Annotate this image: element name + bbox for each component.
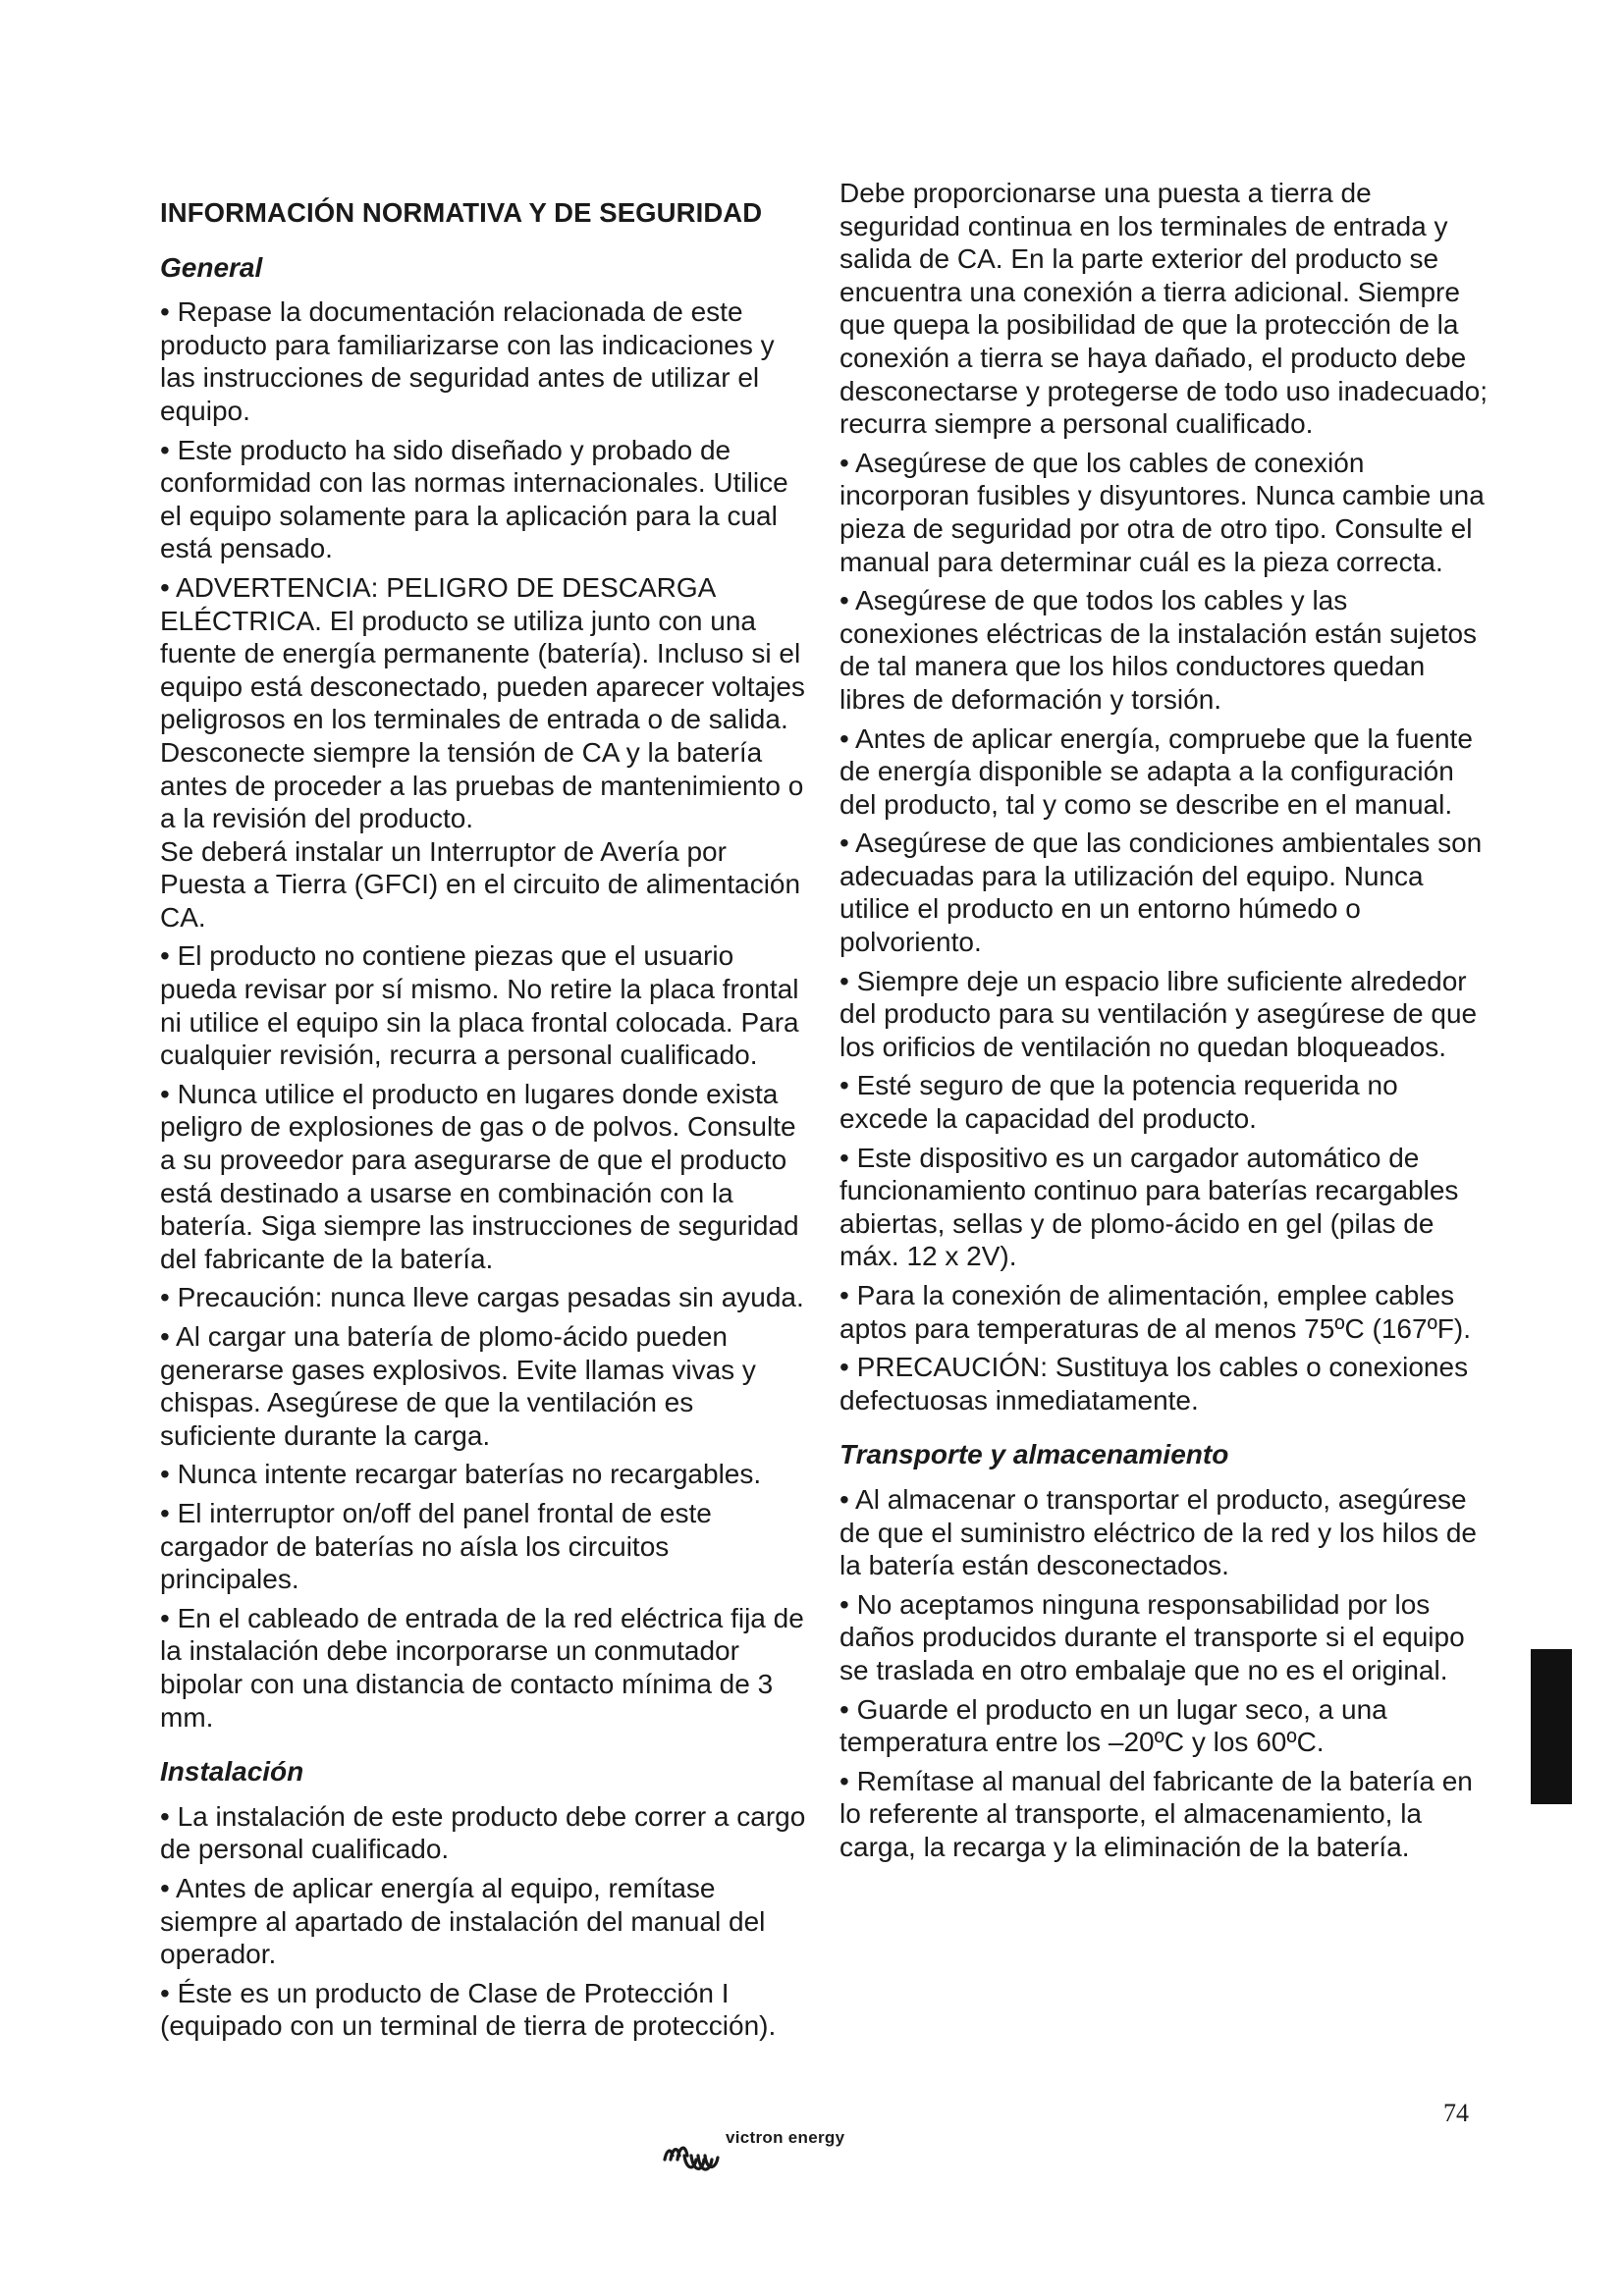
page-number: 74 xyxy=(1443,2099,1469,2127)
paragraph: • Siempre deje un espacio libre suficiente alrededor del producto para su ventilación y asegúrese de que los orificios de ventilación no quedan bloqueados. xyxy=(839,965,1478,1062)
general-list xyxy=(160,295,808,1734)
paragraph: • Al almacenar o transportar el producto, asegúrese de que el suministro eléctrico de la red y los hilos de la batería están desconectados. xyxy=(839,1483,1478,1581)
paragraph: Debe proporcionarse una puesta a tierra de seguridad continua en los terminales de entrada y salida de CA. En la parte exterior del producto se encuentra una conexión a tierra adicional. Siempre que quepa la posibilidad de que la protección de la conexión a tierra se haya dañado, el producto debe desconectarse y protegerse de todo uso inadecuado; recurra siempre a personal cualificado. xyxy=(839,178,1489,440)
paragraph: Se deberá instalar un Interruptor de Avería por Puesta a Tierra (GFCI) en el circuito de alimentación CA. xyxy=(160,835,801,933)
paragraph: • Antes de aplicar energía, compruebe que la fuente de energía disponible se adapta a la configuración del producto, tal y como se describe en el manual. xyxy=(839,722,1473,820)
paragraph: • Asegúrese de que las condiciones ambientales son adecuadas para la utilización del equipo. Nunca utilice el producto en un entorno húmedo o polvoriento. xyxy=(839,828,1483,958)
paragraph: • PRECAUCIÓN: Sustituya los cables o conexiones defectuosas inmediatamente. xyxy=(839,1352,1469,1415)
victron-logo-icon xyxy=(661,2130,722,2175)
paragraph: • Remítase al manual del fabricante de la batería en lo referente al transporte, el almacenamiento, la carga, la recarga y la eliminación de la batería. xyxy=(839,1765,1473,1862)
section-title: INFORMACIÓN NORMATIVA Y DE SEGURIDAD xyxy=(160,197,763,228)
paragraph: • Éste es un producto de Clase de Protección I (equipado con un terminal de tierra de protección). xyxy=(160,1977,777,2042)
paragraph: • Para la conexión de alimentación, emplee cables aptos para temperaturas de al menos 75ºC (167ºF). xyxy=(839,1280,1472,1344)
brand-logo xyxy=(661,2128,844,2175)
paragraph: • Guarde el producto en un lugar seco, a una temperatura entre los –20ºC y los 60ºC. xyxy=(839,1693,1387,1758)
instalacion-list xyxy=(160,1800,808,2043)
paragraph: • Este dispositivo es un cargador automático de funcionamiento continuo para baterías recargables abiertas, sellas y de plomo-ácido en gel (pilas de máx. 12 x 2V). xyxy=(839,1142,1459,1272)
paragraph: • Al cargar una batería de plomo-ácido pueden generarse gases explosivos. Evite llamas vivas y chispas. Asegúrese de que la ventilación es suficiente durante la carga. xyxy=(160,1321,756,1451)
right-column xyxy=(839,177,1488,1864)
general-heading: General xyxy=(160,251,263,283)
paragraph: • No aceptamos ninguna responsabilidad por los daños producidos durante el transporte si el equipo se traslada en otro embalaje que no es el original. xyxy=(839,1588,1465,1685)
transporte-heading: Transporte y almacenamiento xyxy=(839,1439,1229,1470)
paragraph: • Repase la documentación relacionada de este producto para familiarizarse con las indicaciones y las instrucciones de seguridad antes de utilizar el equipo. xyxy=(160,296,775,426)
paragraph: • Asegúrese de que todos los cables y las conexiones eléctricas de la instalación están sujetos de tal manera que los hilos conductores quedan libres de deformación y torsión. xyxy=(839,585,1478,715)
paragraph: • Precaución: nunca lleve cargas pesadas sin ayuda. xyxy=(160,1282,804,1313)
paragraph: • El interruptor on/off del panel frontal de este cargador de baterías no aísla los circuitos principales. xyxy=(160,1497,712,1595)
brand-name: victron energy xyxy=(726,2128,845,2147)
paragraph: • El producto no contiene piezas que el usuario pueda revisar por sí mismo. No retire la placa frontal ni utilice el equipo sin la placa frontal colocada. Para cualquier revisión, recurra a personal cualificado. xyxy=(160,940,799,1071)
paragraph: • Nunca intente recargar baterías no recargables. xyxy=(160,1459,762,1490)
paragraph: • ADVERTENCIA: PELIGRO DE DESCARGA ELÉCTRICA. El producto se utiliza junto con una fuente de energía permanente (batería). Incluso si el equipo está desconectado, pueden aparecer voltajes peligrosos en los terminales de entrada o de salida. Desconecte siempre la tensión de CA y la batería antes de proceder a las pruebas de mantenimiento o a la revisión del producto. xyxy=(160,571,805,834)
paragraph: • Esté seguro de que la potencia requerida no excede la capacidad del producto. xyxy=(839,1070,1398,1135)
paragraph: • La instalación de este producto debe correr a cargo de personal cualificado. xyxy=(160,1800,806,1865)
paragraph: • En el cableado de entrada de la red eléctrica fija de la instalación debe incorporarse un conmutador bipolar con una distancia de contacto mínima de 3 mm. xyxy=(160,1602,804,1733)
paragraph: • Este producto ha sido diseñado y probado de conformidad con las normas internacionales. Utilice el equipo solamente para la aplicación para la cual está pensado. xyxy=(160,434,788,564)
right-list xyxy=(839,177,1488,1416)
section-tab-marker xyxy=(1531,1649,1572,1804)
transporte-list xyxy=(839,1483,1488,1864)
paragraph: • Nunca utilice el producto en lugares donde exista peligro de explosiones de gas o de polvos. Consulte a su proveedor para asegurarse de que el producto está destinado a usarse en combinación con la batería. Siga siempre las instrucciones de seguridad del fabricante de la batería. xyxy=(160,1078,799,1274)
left-column xyxy=(160,177,808,2043)
paragraph: • Antes de aplicar energía al equipo, remítase siempre al apartado de instalación del manual del operador. xyxy=(160,1872,766,1970)
instalacion-heading: Instalación xyxy=(160,1756,304,1788)
paragraph: • Asegúrese de que los cables de conexión incorporan fusibles y disyuntores. Nunca cambie una pieza de seguridad por otra de otro tipo. Consulte el manual para determinar cuál es la pieza correcta. xyxy=(839,447,1485,577)
